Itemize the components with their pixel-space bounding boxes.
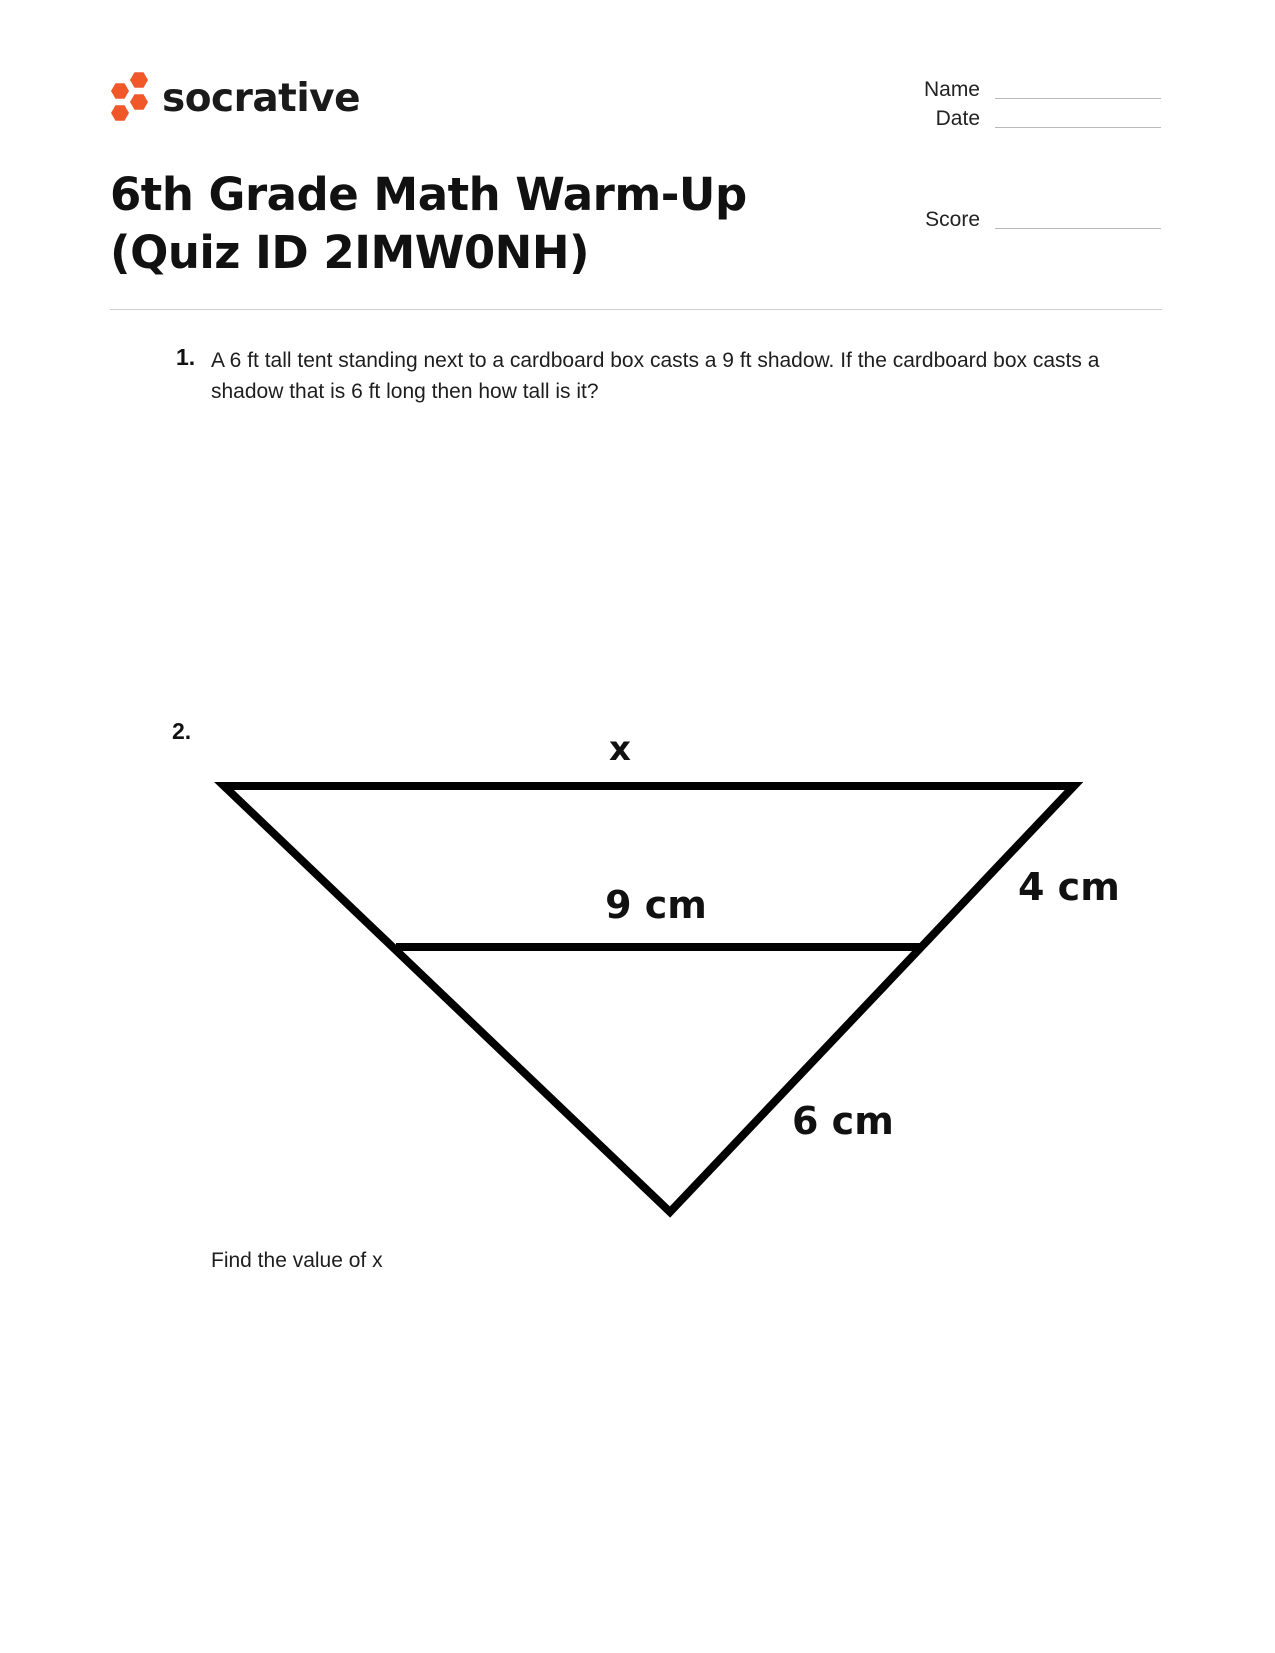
label-6cm: 6 cm [792,1099,894,1143]
score-label: Score [925,208,980,231]
date-field[interactable] [995,127,1161,128]
socrative-logo [110,72,361,126]
label-x: x [609,729,631,769]
score-field[interactable] [995,228,1161,229]
outer-triangle [224,786,1074,1212]
name-label: Name [923,78,980,101]
question-1-text: A 6 ft tall tent standing next to a cardboard box casts a 9 ft shadow. If the cardboard box casts a shadow that is 6 ft long then how tall is it? [211,349,1100,403]
name-field[interactable] [995,98,1161,99]
question-2-text: Find the value of x [211,1249,383,1272]
question-2-number: 2. [172,718,192,744]
brand-name: socrative [162,76,361,121]
label-9cm: 9 cm [605,883,707,927]
header-divider [110,309,1162,310]
date-label: Date [935,107,980,130]
similar-triangles-diagram [200,720,1160,1230]
hexagon-cluster-icon [110,72,150,124]
page-title: 6th Grade Math Warm-Up (Quiz ID 2IMW0NH) [110,168,747,279]
question-1-number: 1. [176,344,196,370]
label-4cm: 4 cm [1018,865,1120,909]
